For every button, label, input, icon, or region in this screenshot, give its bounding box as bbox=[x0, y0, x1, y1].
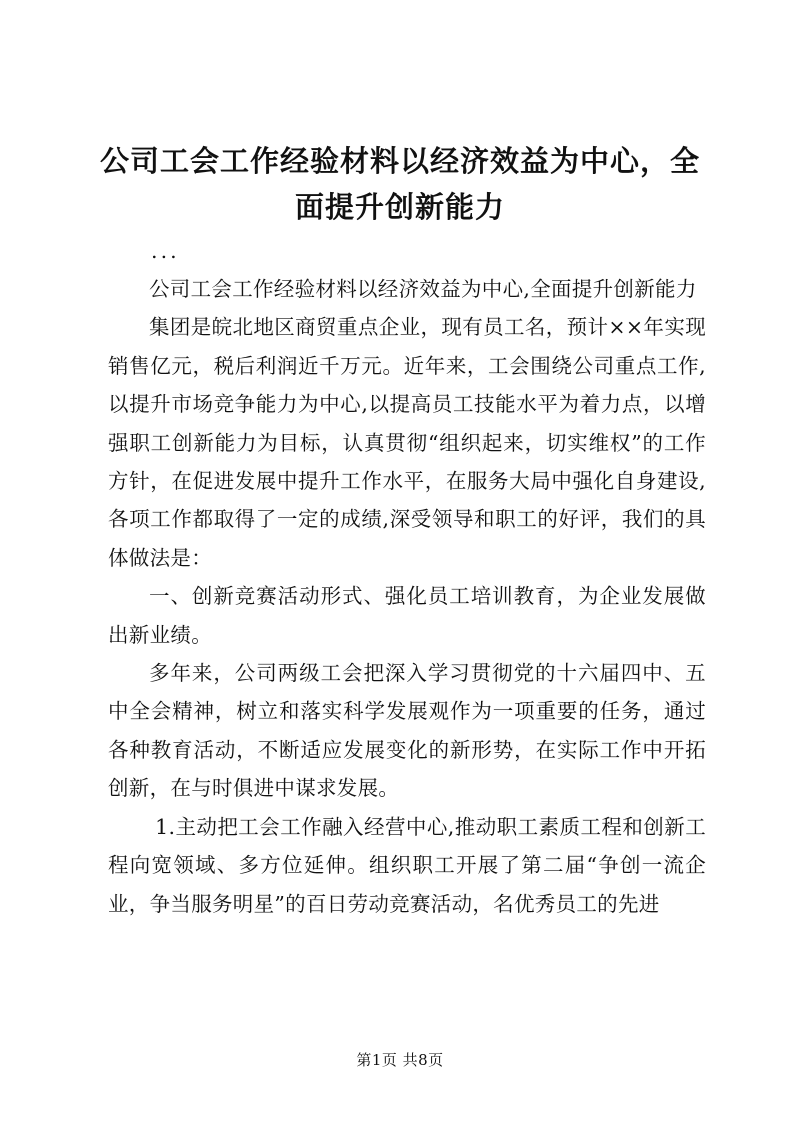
list-item-1: 1.主动把工会工作融入经营中心,推动职工素质工程和创新工程向宽领域、多方位延伸。组织职工开展了第二届“争创一流企业，争当服务明星”的百日劳动竞赛活动，名优秀员工的先进 bbox=[108, 814, 706, 916]
paragraph-heading-repeat: 公司工会工作经验材料以经济效益为中心,全面提升创新能力 bbox=[149, 277, 697, 301]
section-heading-1: 一、创新竞赛活动形式、强化员工培训教育，为企业发展做出新业绩。 bbox=[108, 584, 706, 647]
document-body bbox=[108, 232, 706, 923]
ellipsis-line: ... bbox=[151, 239, 180, 263]
page-footer: 第1页 共8页 bbox=[356, 1051, 444, 1069]
paragraph-intro: 集团是皖北地区商贸重点企业，现有员工名，预计××年实现销售亿元，税后利润近千万元。近年来，工会围绕公司重点工作,以提升市场竞争能力为中心,以提高员工技能水平为着力点，以增强职工创新能力为目标，认真贯彻“组织起来，切实维权”的工作方针，在促进发展中提升工作水平，在服务大局中强化自身建设,各项工作都取得了一定的成绩,深受领导和职工的好评，我们的具体做法是： bbox=[108, 315, 706, 570]
document-title: 公司工会工作经验材料以经济效益为中心，全面提升创新能力 bbox=[100, 144, 701, 224]
paragraph-section-1: 多年来，公司两级工会把深入学习贯彻党的十六届四中、五中全会精神，树立和落实科学发展观作为一项重要的任务，通过各种教育活动，不断适应发展变化的新形势，在实际工作中开拓创新，在与时俱进中谋求发展。 bbox=[108, 661, 706, 801]
